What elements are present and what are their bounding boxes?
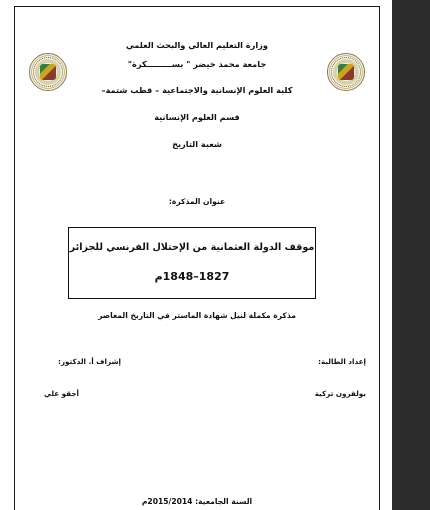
supervisor-label: إشراف أ. الدكتور: [58, 357, 121, 366]
student-name: بولقرون تركية [314, 389, 366, 398]
title-label: عنوان المذكرة: [168, 197, 226, 206]
document-page [14, 6, 380, 510]
department-line: قسم العلوم الإنسانية [154, 112, 240, 122]
supervisor-name: أجقو علي [44, 389, 79, 398]
ministry-line: وزارة التعليم العالي والبحث العلمي [126, 40, 268, 50]
thesis-description: مذكرة مكملة لنيل شهادة الماستر في التاريخ المعاصر [98, 311, 296, 320]
viewer-side-panel [392, 0, 430, 510]
branch-line: شعبة التاريخ [172, 139, 222, 149]
thesis-years: 1827–1848م [154, 270, 230, 283]
university-line: جامعة محمد خيضر " بســـــــــكرة" [127, 59, 267, 69]
faculty-line: كلية العلوم الإنسانية والاجتماعية – قطب شتمة– [101, 85, 293, 95]
academic-year: السنة الجامعية: 2015/2014م [141, 497, 253, 506]
thesis-title: موقف الدولة العثمانية من الإحتلال الفرنسي للجزائر [69, 242, 315, 253]
thesis-title-box [68, 227, 316, 299]
student-label: إعداد الطالبة: [318, 357, 366, 366]
